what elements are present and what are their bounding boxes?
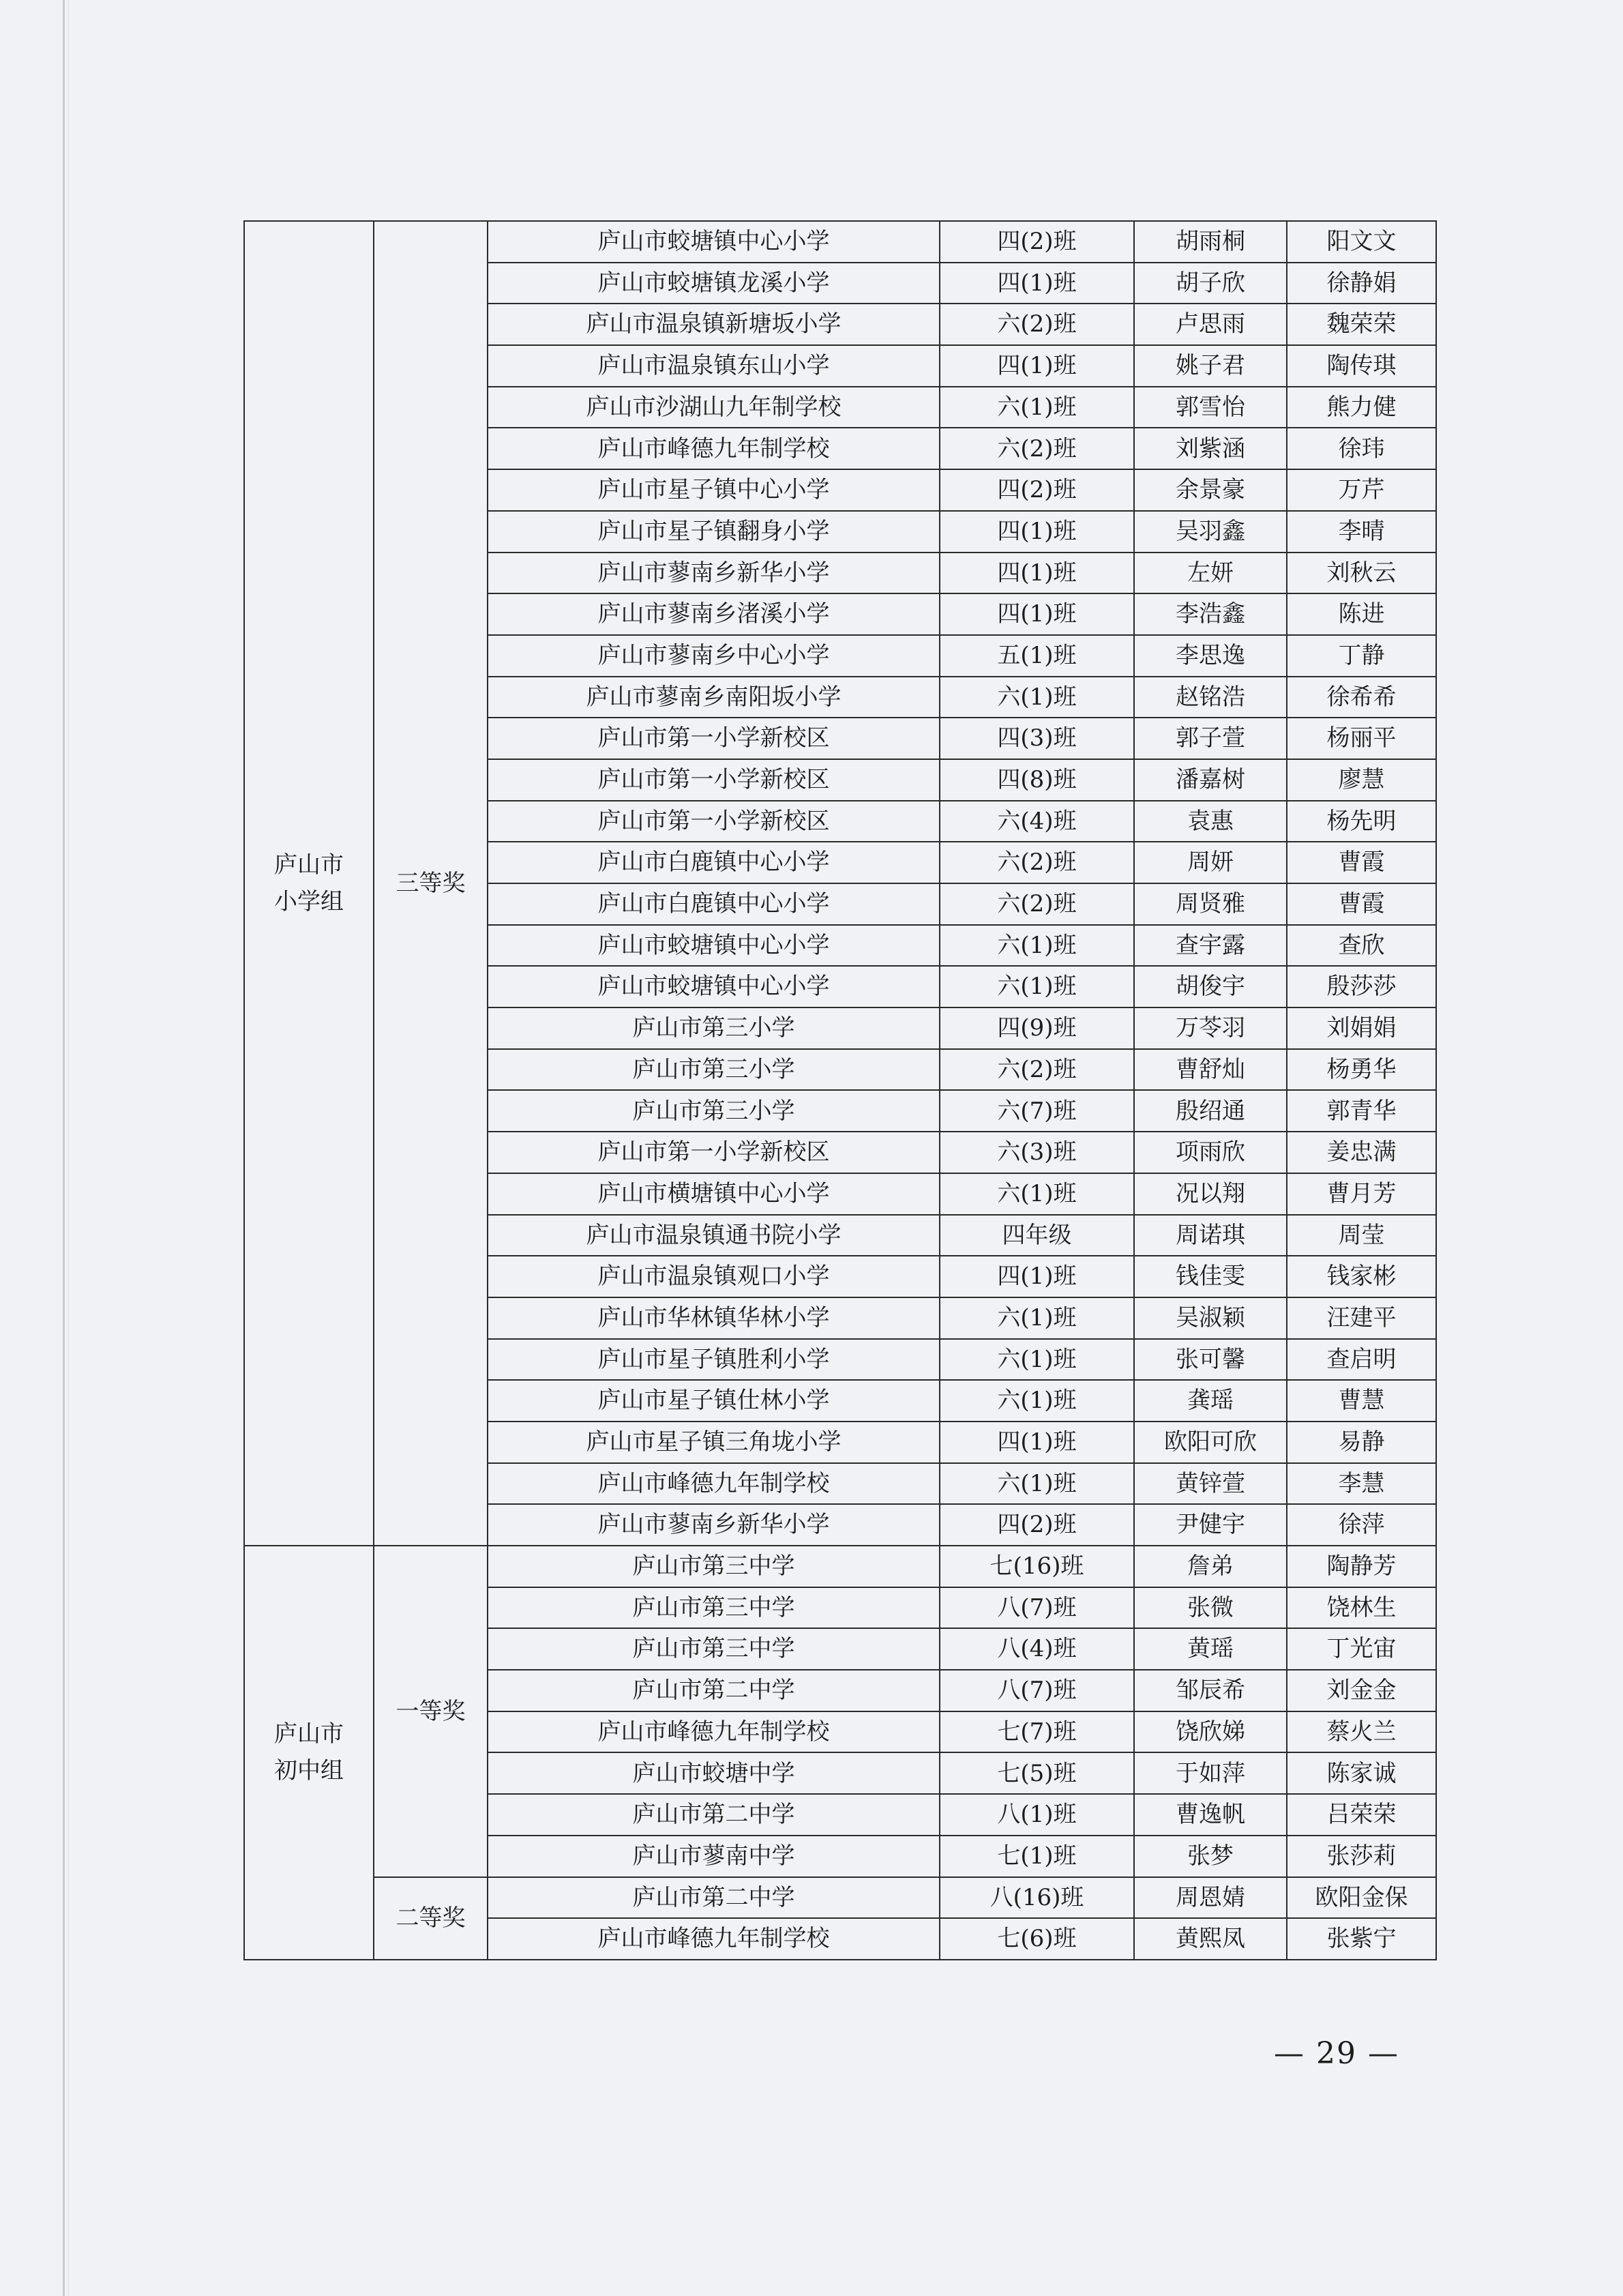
student-cell: 周恩婧 — [1134, 1877, 1287, 1919]
student-cell: 左妍 — [1134, 553, 1287, 594]
prize-level: 三等奖 — [374, 221, 488, 1546]
school-cell: 庐山市第二中学 — [488, 1794, 940, 1836]
student-cell: 尹健宇 — [1134, 1504, 1287, 1546]
school-cell: 庐山市星子镇仕林小学 — [488, 1380, 940, 1422]
school-cell: 庐山市星子镇中心小学 — [488, 469, 940, 511]
school-cell: 庐山市第一小学新校区 — [488, 759, 940, 801]
class-cell: 六(2)班 — [940, 428, 1134, 469]
school-cell: 庐山市温泉镇通书院小学 — [488, 1215, 940, 1256]
school-cell: 庐山市蛟塘镇中心小学 — [488, 221, 940, 263]
prize-level: 二等奖 — [374, 1877, 488, 1960]
student-cell: 钱佳雯 — [1134, 1256, 1287, 1297]
class-cell: 四(1)班 — [940, 511, 1134, 553]
teacher-cell: 陈家诚 — [1287, 1752, 1436, 1794]
teacher-cell: 杨丽平 — [1287, 718, 1436, 759]
student-cell: 姚子君 — [1134, 345, 1287, 387]
school-cell: 庐山市峰德九年制学校 — [488, 1918, 940, 1960]
student-cell: 张微 — [1134, 1587, 1287, 1629]
table-row — [244, 1877, 1436, 1919]
class-cell: 八(7)班 — [940, 1587, 1134, 1629]
class-cell: 七(6)班 — [940, 1918, 1134, 1960]
class-cell: 六(2)班 — [940, 842, 1134, 883]
student-cell: 詹弟 — [1134, 1546, 1287, 1587]
teacher-cell: 杨先明 — [1287, 801, 1436, 842]
student-cell: 饶欣娣 — [1134, 1711, 1287, 1753]
group-label-line: 庐山市 — [274, 851, 344, 879]
school-cell: 庐山市蛟塘镇中心小学 — [488, 966, 940, 1007]
class-cell: 六(1)班 — [940, 1173, 1134, 1215]
class-cell: 四(1)班 — [940, 345, 1134, 387]
student-cell: 郭雪怡 — [1134, 387, 1287, 428]
teacher-cell: 钱家彬 — [1287, 1256, 1436, 1297]
school-cell: 庐山市白鹿镇中心小学 — [488, 842, 940, 883]
student-cell: 潘嘉树 — [1134, 759, 1287, 801]
teacher-cell: 张莎莉 — [1287, 1836, 1436, 1877]
student-cell: 张梦 — [1134, 1836, 1287, 1877]
school-cell: 庐山市峰德九年制学校 — [488, 428, 940, 469]
class-cell: 七(5)班 — [940, 1752, 1134, 1794]
school-cell: 庐山市蓼南乡新华小学 — [488, 553, 940, 594]
class-cell: 六(1)班 — [940, 677, 1134, 718]
teacher-cell: 郭青华 — [1287, 1090, 1436, 1132]
student-cell: 李思逸 — [1134, 635, 1287, 677]
school-cell: 庐山市蓼南乡中心小学 — [488, 635, 940, 677]
school-cell: 庐山市第二中学 — [488, 1670, 940, 1711]
class-cell: 六(2)班 — [940, 1049, 1134, 1091]
class-cell: 六(1)班 — [940, 1380, 1134, 1422]
school-cell: 庐山市蓼南乡新华小学 — [488, 1504, 940, 1546]
student-cell: 刘紫涵 — [1134, 428, 1287, 469]
student-cell: 吴淑颖 — [1134, 1297, 1287, 1339]
student-cell: 卢思雨 — [1134, 304, 1287, 345]
student-cell: 袁惠 — [1134, 801, 1287, 842]
school-cell: 庐山市第一小学新校区 — [488, 718, 940, 759]
student-cell: 周诺琪 — [1134, 1215, 1287, 1256]
student-cell: 黄瑶 — [1134, 1628, 1287, 1670]
teacher-cell: 蔡火兰 — [1287, 1711, 1436, 1753]
teacher-cell: 徐萍 — [1287, 1504, 1436, 1546]
class-cell: 四年级 — [940, 1215, 1134, 1256]
student-cell: 项雨欣 — [1134, 1132, 1287, 1173]
group-label — [244, 221, 374, 1546]
school-cell: 庐山市第一小学新校区 — [488, 1132, 940, 1173]
teacher-cell: 曹月芳 — [1287, 1173, 1436, 1215]
teacher-cell: 周莹 — [1287, 1215, 1436, 1256]
teacher-cell: 陶静芳 — [1287, 1546, 1436, 1587]
student-cell: 赵铭浩 — [1134, 677, 1287, 718]
teacher-cell: 汪建平 — [1287, 1297, 1436, 1339]
class-cell: 八(16)班 — [940, 1877, 1134, 1919]
teacher-cell: 欧阳金保 — [1287, 1877, 1436, 1919]
teacher-cell: 徐希希 — [1287, 677, 1436, 718]
class-cell: 四(8)班 — [940, 759, 1134, 801]
class-cell: 七(1)班 — [940, 1836, 1134, 1877]
teacher-cell: 阳文文 — [1287, 221, 1436, 263]
school-cell: 庐山市星子镇三角垅小学 — [488, 1422, 940, 1463]
teacher-cell: 刘娟娟 — [1287, 1007, 1436, 1049]
class-cell: 四(1)班 — [940, 1422, 1134, 1463]
school-cell: 庐山市峰德九年制学校 — [488, 1463, 940, 1505]
teacher-cell: 万芹 — [1287, 469, 1436, 511]
page-edge — [63, 0, 65, 2296]
page-number: — 29 — — [1274, 2036, 1399, 2071]
class-cell: 八(7)班 — [940, 1670, 1134, 1711]
school-cell: 庐山市沙湖山九年制学校 — [488, 387, 940, 428]
class-cell: 六(7)班 — [940, 1090, 1134, 1132]
teacher-cell: 姜忠满 — [1287, 1132, 1436, 1173]
teacher-cell: 曹霞 — [1287, 883, 1436, 925]
student-cell: 邹辰希 — [1134, 1670, 1287, 1711]
school-cell: 庐山市蛟塘镇中心小学 — [488, 925, 940, 967]
student-cell: 黄锌萱 — [1134, 1463, 1287, 1505]
teacher-cell: 饶林生 — [1287, 1587, 1436, 1629]
student-cell: 胡子欣 — [1134, 263, 1287, 304]
group-label-line: 小学组 — [274, 888, 344, 915]
group-label-line: 庐山市 — [274, 1720, 344, 1748]
student-cell: 查宇露 — [1134, 925, 1287, 967]
class-cell: 六(1)班 — [940, 1463, 1134, 1505]
school-cell: 庐山市星子镇翻身小学 — [488, 511, 940, 553]
teacher-cell: 查欣 — [1287, 925, 1436, 967]
class-cell: 四(1)班 — [940, 1256, 1134, 1297]
student-cell: 张可馨 — [1134, 1339, 1287, 1381]
teacher-cell: 熊力健 — [1287, 387, 1436, 428]
school-cell: 庐山市温泉镇观口小学 — [488, 1256, 940, 1297]
class-cell: 六(4)班 — [940, 801, 1134, 842]
school-cell: 庐山市星子镇胜利小学 — [488, 1339, 940, 1381]
student-cell: 吴羽鑫 — [1134, 511, 1287, 553]
award-table-body — [244, 221, 1436, 1960]
teacher-cell: 吕荣荣 — [1287, 1794, 1436, 1836]
group-label — [244, 1546, 374, 1960]
teacher-cell: 杨勇华 — [1287, 1049, 1436, 1091]
school-cell: 庐山市第三小学 — [488, 1090, 940, 1132]
student-cell: 况以翔 — [1134, 1173, 1287, 1215]
student-cell: 曹逸帆 — [1134, 1794, 1287, 1836]
student-cell: 黄熙凤 — [1134, 1918, 1287, 1960]
school-cell: 庐山市第三中学 — [488, 1587, 940, 1629]
student-cell: 万苓羽 — [1134, 1007, 1287, 1049]
class-cell: 四(1)班 — [940, 593, 1134, 635]
school-cell: 庐山市第三小学 — [488, 1049, 940, 1091]
class-cell: 四(2)班 — [940, 221, 1134, 263]
school-cell: 庐山市第三小学 — [488, 1007, 940, 1049]
teacher-cell: 曹慧 — [1287, 1380, 1436, 1422]
teacher-cell: 刘秋云 — [1287, 553, 1436, 594]
class-cell: 四(2)班 — [940, 1504, 1134, 1546]
student-cell: 于如萍 — [1134, 1752, 1287, 1794]
class-cell: 七(7)班 — [940, 1711, 1134, 1753]
teacher-cell: 魏荣荣 — [1287, 304, 1436, 345]
school-cell: 庐山市峰德九年制学校 — [488, 1711, 940, 1753]
class-cell: 六(1)班 — [940, 1339, 1134, 1381]
student-cell: 胡雨桐 — [1134, 221, 1287, 263]
school-cell: 庐山市蛟塘镇龙溪小学 — [488, 263, 940, 304]
teacher-cell: 陶传琪 — [1287, 345, 1436, 387]
school-cell: 庐山市蓼南乡南阳坂小学 — [488, 677, 940, 718]
school-cell: 庐山市白鹿镇中心小学 — [488, 883, 940, 925]
teacher-cell: 徐玮 — [1287, 428, 1436, 469]
school-cell: 庐山市第三中学 — [488, 1628, 940, 1670]
class-cell: 六(1)班 — [940, 966, 1134, 1007]
school-cell: 庐山市蓼南乡渚溪小学 — [488, 593, 940, 635]
teacher-cell: 廖慧 — [1287, 759, 1436, 801]
student-cell: 李浩鑫 — [1134, 593, 1287, 635]
page-edge-inner — [68, 0, 69, 2296]
class-cell: 六(1)班 — [940, 925, 1134, 967]
teacher-cell: 丁光宙 — [1287, 1628, 1436, 1670]
school-cell: 庐山市第二中学 — [488, 1877, 940, 1919]
school-cell: 庐山市蛟塘中学 — [488, 1752, 940, 1794]
student-cell: 郭子萱 — [1134, 718, 1287, 759]
class-cell: 八(4)班 — [940, 1628, 1134, 1670]
class-cell: 六(1)班 — [940, 1297, 1134, 1339]
teacher-cell: 陈进 — [1287, 593, 1436, 635]
school-cell: 庐山市第一小学新校区 — [488, 801, 940, 842]
class-cell: 六(3)班 — [940, 1132, 1134, 1173]
table-row — [244, 221, 1436, 263]
teacher-cell: 李慧 — [1287, 1463, 1436, 1505]
teacher-cell: 殷莎莎 — [1287, 966, 1436, 1007]
class-cell: 四(2)班 — [940, 469, 1134, 511]
school-cell: 庐山市蓼南中学 — [488, 1836, 940, 1877]
class-cell: 八(1)班 — [940, 1794, 1134, 1836]
teacher-cell: 刘金金 — [1287, 1670, 1436, 1711]
class-cell: 四(1)班 — [940, 553, 1134, 594]
student-cell: 余景豪 — [1134, 469, 1287, 511]
class-cell: 四(3)班 — [940, 718, 1134, 759]
teacher-cell: 徐静娟 — [1287, 263, 1436, 304]
student-cell: 胡俊宇 — [1134, 966, 1287, 1007]
class-cell: 六(2)班 — [940, 883, 1134, 925]
teacher-cell: 曹霞 — [1287, 842, 1436, 883]
student-cell: 龚瑶 — [1134, 1380, 1287, 1422]
class-cell: 四(1)班 — [940, 263, 1134, 304]
teacher-cell: 易静 — [1287, 1422, 1436, 1463]
teacher-cell: 李晴 — [1287, 511, 1436, 553]
student-cell: 欧阳可欣 — [1134, 1422, 1287, 1463]
prize-level: 一等奖 — [374, 1546, 488, 1877]
school-cell: 庐山市温泉镇新塘坂小学 — [488, 304, 940, 345]
award-list-table — [243, 220, 1437, 1960]
student-cell: 殷绍通 — [1134, 1090, 1287, 1132]
class-cell: 七(16)班 — [940, 1546, 1134, 1587]
teacher-cell: 张紫宁 — [1287, 1918, 1436, 1960]
class-cell: 六(1)班 — [940, 387, 1134, 428]
class-cell: 五(1)班 — [940, 635, 1134, 677]
class-cell: 四(9)班 — [940, 1007, 1134, 1049]
school-cell: 庐山市温泉镇东山小学 — [488, 345, 940, 387]
table-row — [244, 1546, 1436, 1587]
teacher-cell: 查启明 — [1287, 1339, 1436, 1381]
school-cell: 庐山市华林镇华林小学 — [488, 1297, 940, 1339]
school-cell: 庐山市第三中学 — [488, 1546, 940, 1587]
student-cell: 周妍 — [1134, 842, 1287, 883]
class-cell: 六(2)班 — [940, 304, 1134, 345]
teacher-cell: 丁静 — [1287, 635, 1436, 677]
school-cell: 庐山市横塘镇中心小学 — [488, 1173, 940, 1215]
student-cell: 周贤雅 — [1134, 883, 1287, 925]
group-label-line: 初中组 — [274, 1757, 344, 1785]
student-cell: 曹舒灿 — [1134, 1049, 1287, 1091]
